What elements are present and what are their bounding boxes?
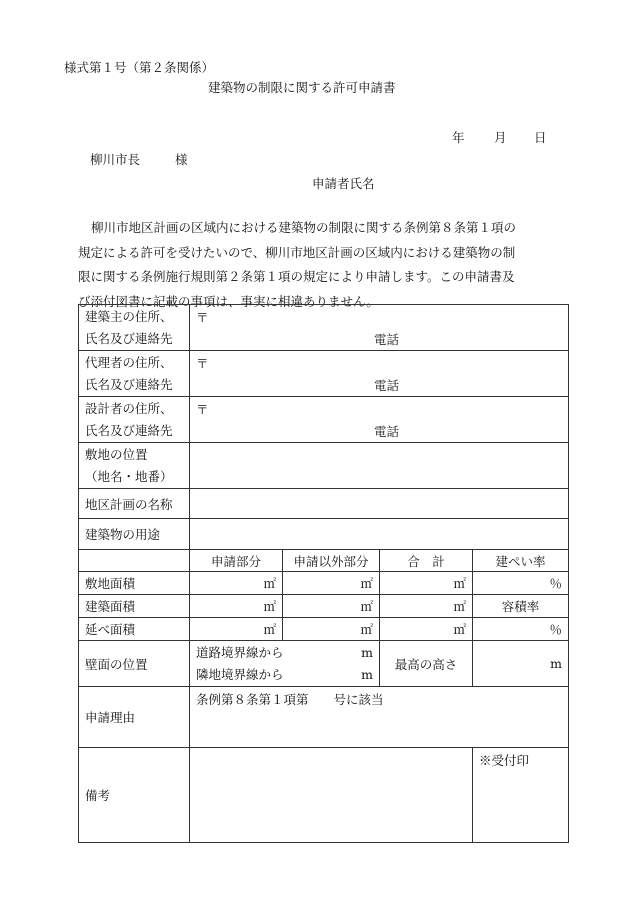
owner-label-cell (79, 305, 190, 351)
coverage-ratio-value[interactable]: ％ (473, 572, 569, 595)
applicant-name-label: 申請者氏名 (312, 176, 375, 191)
date-year: 年 (452, 130, 465, 145)
site-area-total[interactable]: ㎡ (380, 572, 473, 595)
designer-value-cell[interactable] (190, 397, 569, 443)
owner-value-cell[interactable] (190, 305, 569, 351)
designer-postal: 〒 (196, 402, 209, 417)
agent-postal: 〒 (196, 356, 209, 371)
site-location-value[interactable] (190, 443, 569, 489)
header-total: 合 計 (380, 550, 473, 572)
owner-phone: 電話 (374, 332, 400, 347)
building-area-other[interactable]: ㎡ (283, 595, 380, 618)
neighbor-boundary-unit: m (361, 666, 373, 682)
wall-position-label: 壁面の位置 (79, 641, 190, 687)
area-header-blank (79, 550, 190, 572)
road-boundary-label: 道路境界線から (196, 644, 284, 660)
max-height-value[interactable]: m (473, 641, 569, 687)
agent-value-cell[interactable] (190, 351, 569, 397)
building-area-total[interactable]: ㎡ (380, 595, 473, 618)
total-floor-area-label: 延べ面積 (79, 618, 190, 641)
total-floor-area-applied[interactable]: ㎡ (190, 618, 283, 641)
neighbor-boundary-label: 隣地境界線から (196, 666, 284, 682)
reason-label: 申請理由 (79, 687, 190, 748)
designer-label-line2: 氏名及び連絡先 (85, 422, 173, 438)
remarks-value[interactable] (190, 748, 473, 843)
page-title: 建築物の制限に関する許可申請書 (208, 80, 396, 95)
district-plan-row (79, 489, 569, 519)
district-plan-label: 地区計画の名称 (79, 489, 190, 519)
agent-label-cell (79, 351, 190, 397)
remarks-row (79, 748, 569, 843)
max-height-label: 最高の高さ (380, 641, 473, 687)
wall-position-values[interactable] (190, 641, 380, 687)
neighbor-boundary-line (196, 664, 373, 686)
body-line: び添付図書に記載の事項は、事実に相違ありません。 (78, 293, 379, 309)
site-area-label: 敷地面積 (79, 572, 190, 595)
body-line: 規定による許可を受けたいので、柳川市地区計画の区域内における建築物の制 (78, 244, 516, 260)
district-plan-value[interactable] (190, 489, 569, 519)
body-line: 限に関する条例施行規則第２条第１項の規定により申請します。この申請書及 (78, 269, 515, 284)
road-boundary-unit: m (361, 644, 373, 660)
header-other: 申請以外部分 (283, 550, 380, 572)
date-day: 日 (534, 130, 547, 145)
site-location-label (79, 443, 190, 489)
building-area-row (79, 595, 569, 618)
floor-area-ratio-label: 容積率 (473, 595, 569, 618)
agent-row (79, 351, 569, 397)
header-applied: 申請部分 (190, 550, 283, 572)
road-boundary-line (196, 642, 373, 664)
building-use-row (79, 519, 569, 550)
owner-label-line2: 氏名及び連絡先 (85, 330, 173, 346)
addressee-name: 柳川市長 (90, 152, 141, 167)
building-use-value[interactable] (190, 519, 569, 550)
owner-postal: 〒 (196, 310, 209, 325)
body-line: 柳川市地区計画の区域内における建築物の制限に関する条例第８条第１項の (91, 220, 517, 235)
floor-area-ratio-value[interactable]: ％ (473, 618, 569, 641)
site-area-applied[interactable]: ㎡ (190, 572, 283, 595)
addressee-honorific: 様 (175, 152, 188, 167)
receipt-stamp-cell (473, 748, 569, 843)
building-area-label: 建築面積 (79, 595, 190, 618)
date-month: 月 (494, 130, 507, 145)
application-form-table (78, 304, 569, 843)
designer-phone: 電話 (374, 424, 400, 439)
wall-position-row (79, 641, 569, 687)
reason-row (79, 687, 569, 748)
owner-label-line1: 建築主の住所、 (85, 308, 173, 324)
agent-phone: 電話 (374, 378, 400, 393)
body-paragraph (78, 216, 578, 314)
building-area-applied[interactable]: ㎡ (190, 595, 283, 618)
designer-row (79, 397, 569, 443)
header-coverage: 建ぺい率 (473, 550, 569, 572)
site-location-row (79, 443, 569, 489)
remarks-label: 備考 (79, 748, 190, 843)
site-location-line1: 敷地の位置 (85, 446, 148, 462)
reason-text: 条例第８条第１項第 号に該当 (196, 692, 384, 707)
building-use-label: 建築物の用途 (79, 519, 190, 550)
owner-row (79, 305, 569, 351)
site-location-line2: （地名・地番） (85, 468, 173, 484)
agent-label-line2: 氏名及び連絡先 (85, 376, 173, 392)
agent-label-line1: 代理者の住所、 (85, 354, 173, 370)
area-header-row (79, 550, 569, 572)
total-floor-area-row (79, 618, 569, 641)
designer-label-cell (79, 397, 190, 443)
designer-label-line1: 設計者の住所、 (85, 400, 173, 416)
site-area-row (79, 572, 569, 595)
total-floor-area-other[interactable]: ㎡ (283, 618, 380, 641)
site-area-other[interactable]: ㎡ (283, 572, 380, 595)
total-floor-area-total[interactable]: ㎡ (380, 618, 473, 641)
reason-value[interactable] (190, 687, 569, 748)
receipt-stamp-label: ※受付印 (479, 753, 530, 768)
form-number: 様式第１号（第２条関係） (64, 60, 215, 75)
